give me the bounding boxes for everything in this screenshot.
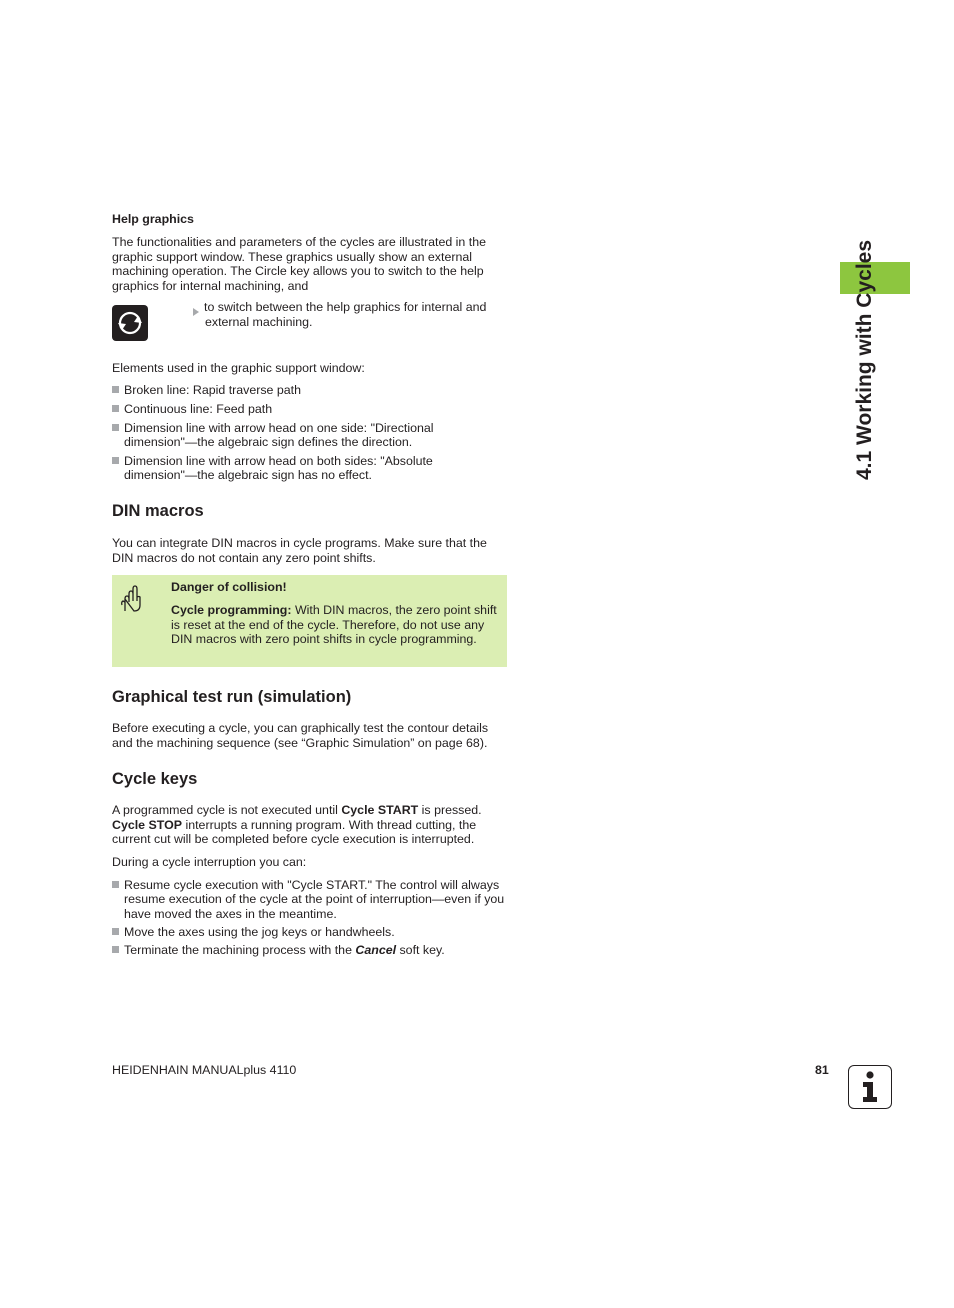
circle-key-icon [112,305,148,341]
list-item: Broken line: Rapid traverse path [112,383,512,397]
list-item: Terminate the machining process with the Cancel soft key. [112,943,512,957]
footer-manual-name: HEIDENHAIN MANUALplus 4110 [112,1063,297,1077]
list-item: Resume cycle execution with "Cycle START." The control will always resume execution of the cycle at the point of interruption—even if you have moved the axes in the meantime. [112,878,510,921]
cycle-keys-heading: Cycle keys [112,770,198,788]
interruption-intro: During a cycle interruption you can: [112,855,307,869]
list-item: Dimension line with arrow head on both sides: "Absolute dimension"—the algebraic sign has no effect. [112,454,457,483]
key-explanation-line1: to switch between the help graphics for internal and [204,300,487,314]
page-number: 81 [815,1063,829,1077]
list-item: Move the axes using the jog keys or handwheels. [112,925,512,939]
info-icon [848,1065,892,1109]
warning-title: Danger of collision! [171,580,287,594]
warning-text: Cycle programming: With DIN macros, the zero point shift is reset at the end of the cycle. Therefore, do not use any DIN macros with zero point shifts in cycle programming. [171,603,497,646]
simulation-heading: Graphical test run (simulation) [112,688,352,706]
list-item: Dimension line with arrow head on one side: "Directional dimension"—the algebraic sign defines the direction. [112,421,457,450]
help-graphics-paragraph: The functionalities and parameters of the cycles are illustrated in the graphic support window. These graphics usually show an external machining operation. The Circle key allows you to switch to the help graphics for internal machining, and [112,235,486,293]
simulation-paragraph: Before executing a cycle, you can graphically test the contour details and the machining sequence (see “Graphic Simulation” on page 68). [112,721,489,750]
hand-warning-icon [120,585,142,613]
chapter-title: 4.1 Working with Cycles [853,239,876,480]
elements-intro: Elements used in the graphic support window: [112,361,365,375]
arrow-bullet-icon [193,303,199,311]
help-graphics-heading: Help graphics [112,212,194,226]
list-item: Continuous line: Feed path [112,402,512,416]
din-macros-paragraph: You can integrate DIN macros in cycle programs. Make sure that the DIN macros do not contain any zero point shifts. [112,536,487,565]
warning-box [112,575,507,667]
din-macros-heading: DIN macros [112,502,204,520]
cycle-keys-paragraph: A programmed cycle is not executed until Cycle START is pressed. Cycle STOP interrupts a running program. With thread cutting, the current cut will be completed before cycle execution is interrupted. [112,803,482,846]
key-explanation-line2: external machining. [205,315,313,329]
